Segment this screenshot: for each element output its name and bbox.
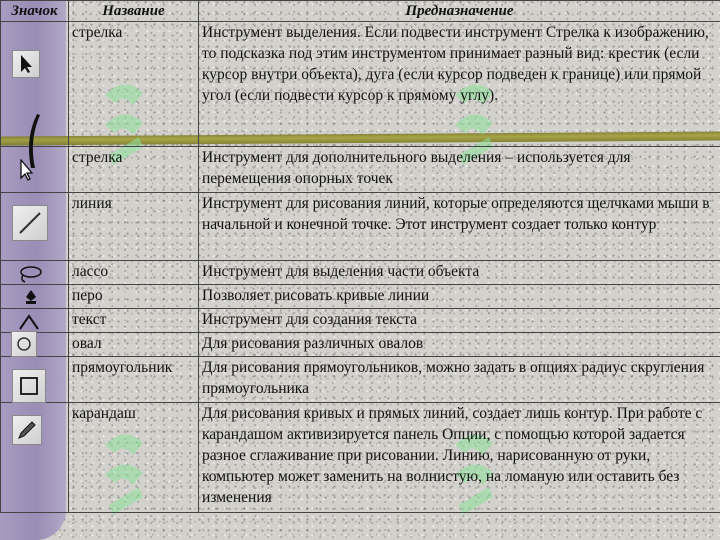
line-tool-icon [12,205,48,241]
header-icon: Значок [1,1,69,22]
tool-name-cell: перо [69,285,199,309]
table-row [1,22,720,147]
table-row [1,403,720,513]
pen-icon [23,289,39,305]
header-name: Название [69,1,199,22]
tool-name-cell: лассо [69,261,199,285]
icon-cell [1,22,69,147]
icon-cell [1,147,69,193]
header-purpose: Предназначение [199,1,720,22]
tool-name-cell: стрелка [69,147,199,193]
table-header-row [1,1,720,22]
table-row [1,193,720,261]
tool-purpose-cell: Для рисования различных овалов [199,333,720,357]
tool-name-cell: карандаш [69,403,199,513]
table-row [1,285,720,309]
tool-purpose-cell: Инструмент выделения. Если подвести инструмент Стрелка к изображению, то подсказка под этим инструментом принимает разный вид: крестик (если курсор внутри объекта), дуга (если курсор подведен к границе) или прямой угол (если подвести курсор к прямому углу). [199,22,720,147]
tool-name-cell: линия [69,193,199,261]
icon-cell [1,261,69,285]
icon-cell [1,309,69,333]
tool-purpose-cell: Для рисования кривых и прямых линий, создает лишь контур. При работе с карандашом активизируется панель Опции, с помощью которой задается разное сглаживание при рисовании. Линию, нарисованную от руки, компьютер может заменить на волнистую, на ломаную или оставить без изменения [199,403,720,513]
tool-name-cell: прямоугольник [69,357,199,403]
lasso-icon [17,265,43,283]
subselection-arrow-icon [12,156,40,184]
icon-cell [1,403,69,513]
icon-cell [1,333,69,357]
table-row [1,357,720,403]
icon-cell [1,285,69,309]
icon-cell [1,193,69,261]
pencil-icon [12,415,42,445]
tool-name-cell: овал [69,333,199,357]
tool-name-cell: текст [69,309,199,333]
arrow-selection-icon [12,50,40,78]
table-row [1,333,720,357]
tool-purpose-cell: Инструмент для создания текста [199,309,720,333]
tool-name-cell: стрелка [69,22,199,147]
tool-purpose-cell: Позволяет рисовать кривые линии [199,285,720,309]
table-row [1,309,720,333]
table-row [1,261,720,285]
tool-purpose-cell: Инструмент для дополнительного выделения – используется для перемещения опорных точек [199,147,720,193]
rectangle-icon [12,369,46,403]
table-row [1,147,720,193]
tool-purpose-cell: Инструмент для рисования линий, которые определяются щелчками мыши в начальной и конечной точке. Этот инструмент создает только контур [199,193,720,261]
tool-purpose-cell: Инструмент для выделения части объекта [199,261,720,285]
oval-icon [11,331,37,357]
icon-cell [1,357,69,403]
tool-purpose-cell: Для рисования прямоугольников, можно задать в опциях радиус скругления прямоугольника [199,357,720,403]
text-tool-icon [18,313,40,331]
